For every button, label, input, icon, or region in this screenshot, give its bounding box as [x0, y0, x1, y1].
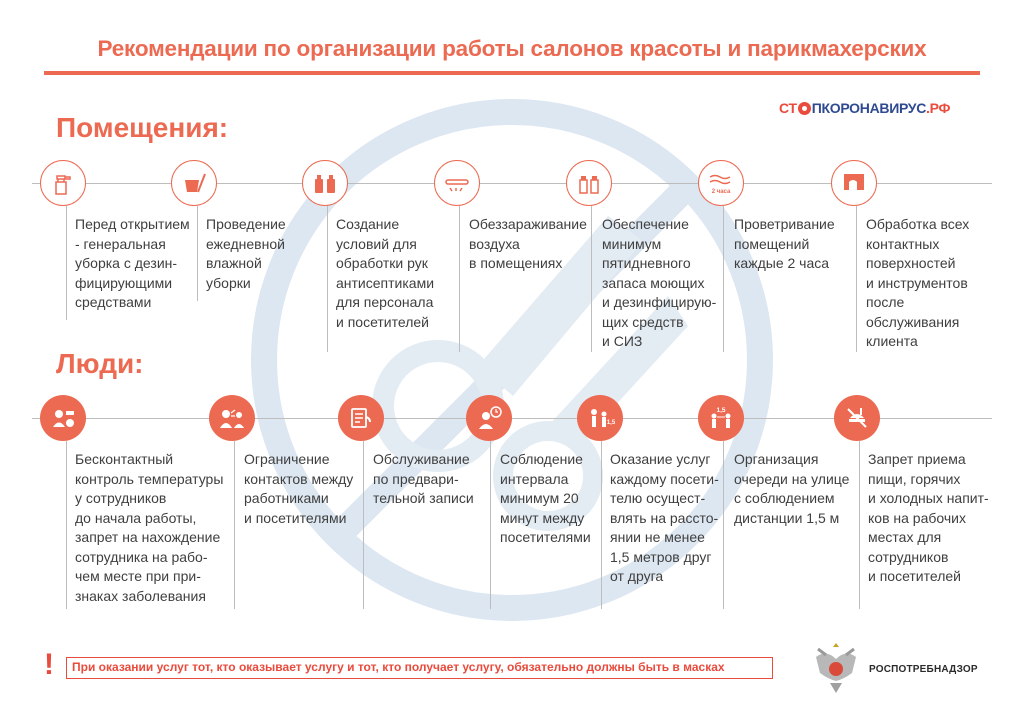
rooms-item-2-text: Проведение ежедневной влажной уборки	[206, 216, 286, 291]
people-item-6-text: Организация очереди на улице с соблюдением дистанции 1,5 м	[734, 451, 850, 526]
interval-clock-icon	[466, 395, 512, 441]
ventilation-icon	[698, 160, 744, 206]
rooms-item-7-text: Обработка всех контактных поверхностей и инструментов после обслуживания клиента	[866, 216, 970, 349]
people-item-3-text: Обслуживание по предвари- тельной записи	[373, 451, 474, 506]
spray-bottle-icon	[40, 160, 86, 206]
no-food-icon	[834, 395, 880, 441]
stopcoronavirus-logo: СТ ПКОРОНАВИРУС .РФ	[779, 100, 951, 116]
phone-booking-icon	[338, 395, 384, 441]
section-title-rooms: Помещения:	[56, 112, 229, 143]
rooms-item-3-text: Создание условий для обработки рук антисептиками для персонала и посетителей	[336, 216, 435, 330]
thermometer-check-icon	[40, 395, 86, 441]
rooms-item-5-text: Обеспечение минимум пятидневного запаса моющих и дезинфицирую- щих средств и СИЗ	[602, 216, 717, 349]
detergent-bottles-icon	[566, 160, 612, 206]
page-title: Рекомендации по организации работы салонов красоты и парикмахерских	[97, 36, 927, 61]
svg-text:2 часа: 2 часа	[711, 189, 731, 195]
people-item-2-text: Ограничение контактов между работниками и посетителями	[244, 451, 354, 526]
rospotrebnadzor-label: РОСПОТРЕБНАДЗОР	[869, 664, 978, 675]
mask-warning: При оказании услуг тот, кто оказывает услугу и тот, кто получает услугу, обязательно должны быть в масках	[66, 657, 773, 679]
people-item-1-text: Бесконтактный контроль температуры у сотрудников до начала работы, запрет на нахождение сотрудника на рабо- чем месте при при- знаках заболевания	[75, 451, 224, 604]
people-item-5-text: Оказание услуг каждому посети- телю осущест- влять на рассто- янии не менее 1,5 метров друг от друга	[610, 451, 719, 584]
distance-service-icon	[577, 395, 623, 441]
warning-icon: !	[44, 648, 54, 681]
title-underline	[44, 71, 980, 75]
rooms-item-6-text: Проветривание помещений каждые 2 часа	[734, 216, 835, 271]
limit-contact-icon	[209, 395, 255, 441]
svg-text:1,5: 1,5	[716, 407, 726, 414]
svg-text:1,5: 1,5	[606, 420, 615, 426]
section-title-people: Люди:	[56, 348, 144, 379]
virus-icon	[798, 102, 811, 115]
wiping-hand-icon	[831, 160, 877, 206]
uv-lamp-icon	[434, 160, 480, 206]
rooms-item-1-text: Перед открытием - генеральная уборка с дезин- фицирующими средствами	[75, 216, 190, 310]
queue-distance-icon	[698, 395, 744, 441]
people-item-7-text: Запрет приема пищи, горячих и холодных напит- ков на рабочих местах для сотрудников и посетителей	[868, 451, 989, 584]
rooms-item-4-text: Обеззараживание воздуха в помещениях	[469, 216, 587, 271]
people-item-4-text: Соблюдение интервала минимум 20 минут между посетителями	[500, 451, 591, 545]
sanitizer-bottles-icon	[302, 160, 348, 206]
rospotrebnadzor-emblem	[808, 637, 864, 701]
bucket-mop-icon	[171, 160, 217, 206]
